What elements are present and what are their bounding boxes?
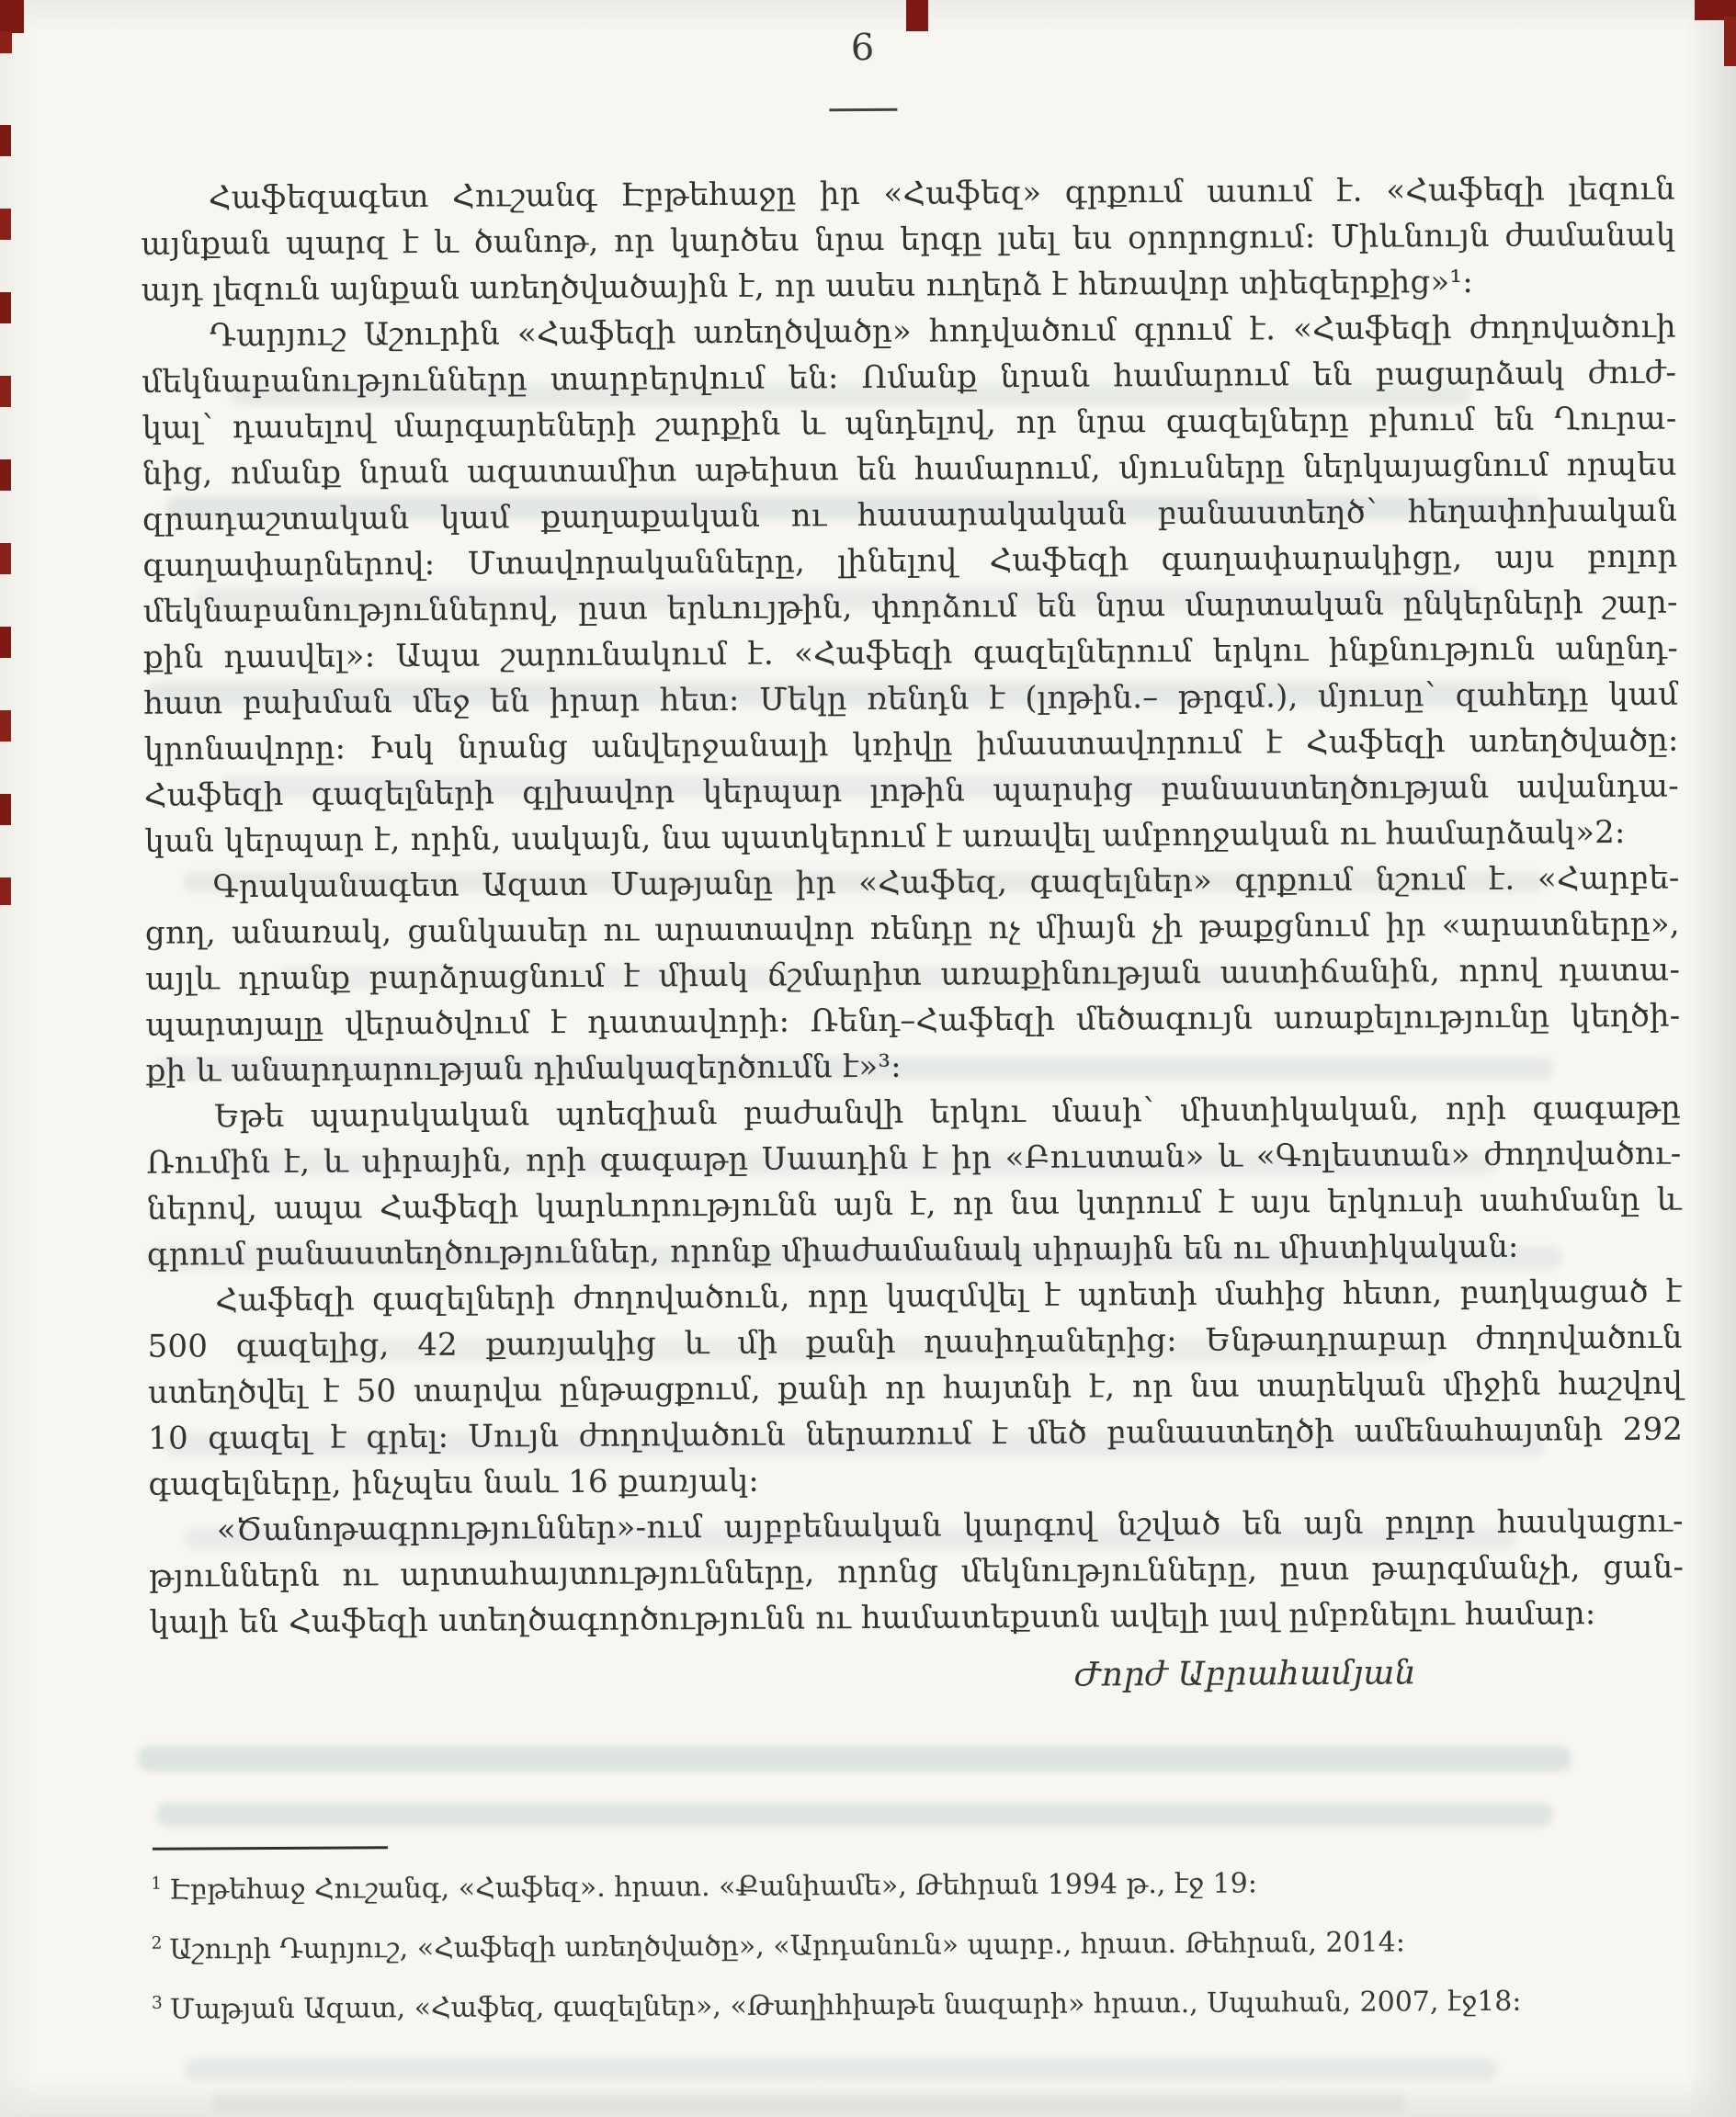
text-line: թյուններն ու արտահայտությունները, որոնց մեկնությունները, ըստ թարգմանչի, ցան- [149, 1548, 1685, 1595]
paragraph [142, 304, 1680, 865]
text-line: գազելները, ինչպես նաև 16 քառյակ: [148, 1462, 760, 1503]
text-line: գաղափարներով: Մտավորականները, լինելով Հաֆեզի գաղափարակիցը, այս բոլոր [142, 538, 1678, 584]
page-number-divider [829, 108, 897, 111]
text-line: հատ բախման մեջ են իրար հետ: Մեկը ռենդն է (լոթին.– թրգմ.), մյուսը՝ զահեդը կամ [143, 675, 1679, 722]
footnote-marker: 3 [151, 1993, 163, 2013]
paragraph [141, 166, 1676, 313]
author-signature: Ժորժ Աբրահամյան [1074, 1654, 1416, 1694]
paragraph [146, 1085, 1682, 1278]
text-line: մեկնաբանություններով, ըստ երևույթին, փորձում են նրա մարտական ընկերների շար- [142, 583, 1678, 630]
footnote-text: Էբթեհաջ Հուշանգ, «Հաֆեզ». հրատ. «Քանիամե», Թեհրան 1994 թ., էջ 19: [168, 1867, 1257, 1907]
text-line: Գրականագետ Ազատ Մաթյանը իր «Հաֆեզ, գազելներ» գրքում նշում է. «Հարբե- [212, 859, 1680, 906]
paragraph [147, 1269, 1683, 1508]
footnotes-section [151, 1839, 1686, 2037]
text-line: այնքան պարզ է և ծանոթ, որ կարծես նրա երգը լսել ես օրորոցում: Միևնույն ժամանակ [141, 216, 1676, 263]
paragraph [144, 855, 1680, 1094]
text-line: Հաֆեզագետ Հուշանգ Էբթեհաջը իր «Հաֆեզ» գրքում ասում է. «Հաֆեզի լեզուն [208, 170, 1676, 217]
footnote [152, 1968, 1686, 2037]
footnote-text: Մաթյան Ազատ, «Հաֆեզ, գազելներ», «Թաղիհիաթե նազարի» հրատ., Սպահան, 2007, էջ18: [169, 1985, 1522, 2026]
text-line: կալի են Հաֆեզի ստեղծագործությունն ու համատեքստն ավելի լավ ըմբռնելու համար: [149, 1595, 1596, 1641]
page-number: 6 [850, 26, 875, 70]
text-line: Եթե պարսկական պոեզիան բաժանվի երկու մասի՝ միստիկական, որի գագաթը [213, 1089, 1682, 1136]
text-line: Դարյուշ Աշուրին «Հաֆեզի առեղծվածը» հոդվածում գրում է. «Հաֆեզի ժողովածուի [209, 308, 1676, 355]
text-line: մեկնաբանությունները տարբերվում են: Ոմանք նրան համարում են բացարձակ ժուժ- [142, 354, 1677, 401]
footnote [151, 1908, 1685, 1977]
text-line: պարտյալը վերածվում է դատավորի: Ռենդ–Հաֆեզի մեծագույն առաքելությունը կեղծի- [145, 997, 1681, 1044]
text-line: այդ լեզուն այնքան առեղծվածային է, որ ասես ուղերձ է հեռավոր տիեզերքից»¹: [141, 263, 1474, 309]
text-line: զրադաշտական կամ քաղաքական ու հասարակական բանաստեղծ՝ հեղափոխական [142, 492, 1678, 538]
text-line: կալ՝ դասելով մարգարեների շարքին և պնդելով, որ նրա գազելները բխում են Ղուրա- [142, 400, 1677, 447]
text-line: ցող, անառակ, ցանկասեր ու արատավոր ռենդը ոչ միայն չի թաքցնում իր «արատները», [144, 905, 1680, 952]
footnote-marker: 2 [151, 1933, 163, 1953]
text-line: 10 գազել է գրել: Սույն ժողովածուն ներառում է մեծ բանաստեղծի ամենահայտնի 292 [148, 1410, 1684, 1457]
text-line: գրում բանաստեղծություններ, որոնք միաժամանակ սիրային են ու միստիկական: [146, 1228, 1519, 1274]
paragraph [149, 1499, 1685, 1646]
footnote-separator [153, 1846, 388, 1851]
text-line: քի և անարդարության դիմակազերծումն է»³: [145, 1047, 902, 1090]
text-line: քին դասվել»: Ապա շարունակում է. «Հաֆեզի գազելներում երկու ինքնություն անընդ- [142, 629, 1679, 676]
text-line: Ռումին է, և սիրային, որի գագաթը Սաադին է իր «Բուստան» և «Գոլեստան» ժողովածու- [146, 1135, 1682, 1182]
text-line: ստեղծվել է 50 տարվա ընթացքում, քանի որ հայտնի է, որ նա տարեկան միջին հաշվով [147, 1364, 1684, 1411]
footnote-marker: 1 [151, 1874, 163, 1894]
text-line: կրոնավորը: Իսկ նրանց անվերջանալի կռիվը իմաստավորում է Հաֆեզի առեղծվածը: [143, 721, 1679, 768]
text-line: 500 գազելից, 42 քառյակից և մի քանի ղասիդաներից: Ենթադրաբար ժողովածուն [147, 1319, 1683, 1365]
text-line: նից, ոմանք նրան ազատամիտ աթեիստ են համարում, մյուսները ներկայացնում որպես [142, 446, 1677, 492]
text-line: կան կերպար է, որին, սակայն, նա պատկերում է առավել ամբողջական ու համարձակ»2: [144, 813, 1626, 860]
footnote [151, 1849, 1685, 1918]
footnote-text: Աշուրի Դարյուշ, «Հաֆեզի առեղծվածը», «Արդանուն» պարբ., հրատ. Թեհրան, 2014: [169, 1926, 1405, 1966]
text-line: այլև դրանք բարձրացնում է միակ ճշմարիտ առաքինության աստիճանին, որով դատա- [145, 951, 1681, 998]
text-line: «Ծանոթագրություններ»-ում այբբենական կարգով նշված են այն բոլոր հասկացու- [216, 1502, 1684, 1549]
text-line: ներով, ապա Հաֆեզի կարևորությունն այն է, որ նա կտրում է այս երկուսի սահմանը և [146, 1181, 1682, 1228]
text-line: Հաֆեզի գազելների գլխավոր կերպար լոթին պարսից բանաստեղծության ավանդա- [143, 767, 1680, 814]
text-line: Հաֆեզի գազելների ժողովածուն, որը կազմվել է պոետի մահից հետո, բաղկացած է [215, 1273, 1683, 1319]
body-text [141, 166, 1685, 1704]
